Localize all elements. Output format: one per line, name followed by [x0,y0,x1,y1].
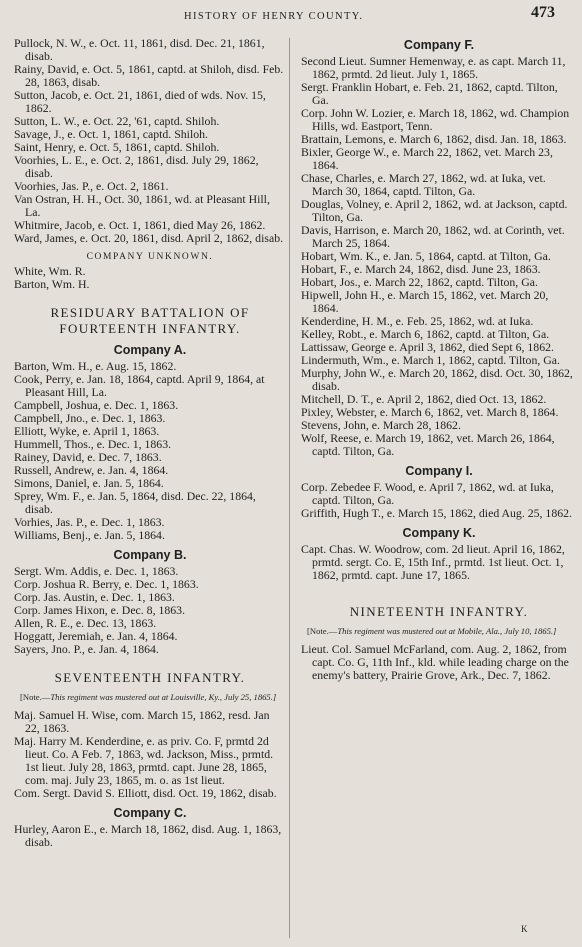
company-k-heading: Company K. [402,526,476,540]
roster-entry: Hipwell, John H., e. March 15, 1862, vet. March 20, 1864. [301,288,549,315]
company-f-heading: Company F. [403,38,475,52]
roster-entry: Simons, Daniel, e. Jan. 5, 1864. [14,476,164,490]
roster-entry: Pullock, N. W., e. Oct. 11, 1861, disd. Dec. 21, 1861, disab. [14,36,265,63]
note-text: This regiment was mustered out at Louisville, Ky., July 25, 1865.] [50,692,277,702]
column-divider [289,38,290,938]
entry-list [14,565,286,656]
company-a-heading: Company A. [113,343,187,357]
entry-list [301,481,577,520]
roster-entry: Barton, Wm. H., e. Aug. 15, 1862. [14,359,177,373]
roster-entry: Griffith, Hugh T., e. March 15, 1862, died Aug. 25, 1862. [301,506,572,520]
roster-entry: Ward, James, e. Oct. 20, 1861, disd. April 2, 1862, disab. [14,231,284,245]
roster-entry: Vorhies, Jas. P., e. Dec. 1, 1863. [14,515,165,529]
roster-entry: Campbell, Jno., e. Dec. 1, 1863. [14,411,166,425]
roster-entry: Sayers, Jno. P., e. Jan. 4, 1864. [14,642,159,656]
roster-entry: Com. Sergt. David S. Elliott, disd. Oct. 19, 1862, disab. [14,786,277,800]
roster-entry: Allen, R. E., e. Dec. 13, 1863. [14,616,157,630]
roster-entry: Corp. Joshua R. Berry, e. Dec. 1, 1863. [14,577,199,591]
note-text: This regiment was mustered out at Mobile, Ala., July 10, 1865.] [337,626,557,636]
left-column [14,37,286,849]
page-number: 473 [531,4,555,21]
roster-entry: Hobart, Jos., e. March 22, 1862, captd. Tilton, Ga. [301,275,538,289]
seventeenth-infantry-title: SEVENTEENTH INFANTRY. [54,670,246,685]
roster-entry: Lindermuth, Wm., e. March 1, 1862, captd. Tilton, Ga. [301,353,560,367]
roster-entry: Corp. Zebedee F. Wood, e. April 7, 1862, wd. at Iuka, captd. Tilton, Ga. [301,480,554,507]
roster-entry: Rainey, David, e. Dec. 7, 1863. [14,450,162,464]
roster-entry: Saint, Henry, e. Oct. 5, 1861, captd. Shiloh. [14,140,220,154]
roster-entry: Rainy, David, e. Oct. 5, 1861, captd. at Shiloh, disd. Feb. 28, 1863, disab. [14,62,284,89]
nineteenth-infantry-title: NINETEENTH INFANTRY. [349,604,529,619]
roster-entry: Brattain, Lemons, e. March 6, 1862, disd. Jan. 18, 1863. [301,132,567,146]
roster-entry: Elliott, Wyke, e. April 1, 1863. [14,424,160,438]
roster-entry: Davis, Harrison, e. March 20, 1862, wd. at Corinth, vet. March 25, 1864. [301,223,565,250]
roster-entry: Hoggatt, Jeremiah, e. Jan. 4, 1864. [14,629,178,643]
roster-entry: Barton, Wm. H. [14,277,90,291]
roster-entry: Stevens, John, e. March 28, 1862. [301,418,461,432]
roster-entry: Hobart, F., e. March 24, 1862, disd. June 23, 1863. [301,262,541,276]
roster-entry: Hummell, Thos., e. Dec. 1, 1863. [14,437,172,451]
roster-entry: Corp. Jas. Austin, e. Dec. 1, 1863. [14,590,175,604]
roster-entry: Voorhies, Jas. P., e. Oct. 2, 1861. [14,179,169,193]
roster-entry: Corp. James Hixon, e. Dec. 8, 1863. [14,603,186,617]
roster-entry: Hurley, Aaron E., e. March 18, 1862, disd. Aug. 1, 1863, disab. [14,822,282,849]
roster-entry: White, Wm. R. [14,264,86,278]
roster-entry: Voorhies, L. E., e. Oct. 2, 1861, disd. July 29, 1862, disab. [14,153,259,180]
roster-entry: Maj. Samuel H. Wise, com. March 15, 1862, resd. Jan 22, 1863. [14,708,270,735]
entry-list [14,37,286,245]
roster-entry: Sutton, Jacob, e. Oct. 21, 1861, died of wds. Nov. 15, 1862. [14,88,266,115]
entry-list [301,643,577,682]
roster-entry: Sutton, L. W., e. Oct. 22, '61, captd. Shiloh. [14,114,220,128]
roster-entry: Capt. Chas. W. Woodrow, com. 2d lieut. April 16, 1862, prmtd. sergt. Co. E, 15th Inf., prmtd. 1st lieut. Oct. 1, 1862, prmtd. capt. June 17, 1865. [301,542,565,582]
page-header [0,0,582,30]
running-title: HISTORY OF HENRY COUNTY. [184,11,364,22]
entry-list [14,360,286,542]
roster-entry: Cook, Perry, e. Jan. 18, 1864, captd. April 9, 1864, at Pleasant Hill, La. [14,372,265,399]
roster-entry: Second Lieut. Sumner Hemenway, e. as capt. March 11, 1862, prmtd. 2d lieut. July 1, 1865. [301,54,566,81]
entry-list [14,823,286,849]
roster-entry: Pixley, Webster, e. March 6, 1862, vet. March 8, 1864. [301,405,559,419]
residuary-battalion-title: RESIDUARY BATTALION OF FOURTEENTH INFANTRY. [50,305,250,336]
regiment-note [14,692,286,703]
roster-entry: Corp. John W. Lozier, e. March 18, 1862, wd. Champion Hills, wd. Eastport, Tenn. [301,106,570,133]
roster-entry: Wolf, Reese, e. March 19, 1862, vet. March 26, 1864, captd. Tilton, Ga. [301,431,555,458]
roster-entry: Russell, Andrew, e. Jan. 4, 1864. [14,463,169,477]
right-column [301,37,577,682]
roster-entry: Lattissaw, George e. April 3, 1862, died Sept 6, 1862. [301,340,554,354]
roster-entry: Lieut. Col. Samuel McFarland, com. Aug. 2, 1862, from capt. Co. G, 11th Inf., kld. while leading charge on the enemy's battery, Prairie Grove, Ark., Dec. 7, 1862. [301,642,569,682]
roster-entry: Whitmire, Jacob, e. Oct. 1, 1861, died May 26, 1862. [14,218,266,232]
company-c-heading: Company C. [113,806,187,820]
roster-entry: Van Ostran, H. H., Oct. 30, 1861, wd. at Pleasant Hill, La. [14,192,270,219]
company-b-heading: Company B. [113,548,187,562]
company-unknown-heading: COMPANY UNKNOWN. [86,252,214,262]
roster-entry: Hobart, Wm. K., e. Jan. 5, 1864, captd. at Tilton, Ga. [301,249,551,263]
roster-entry: Savage, J., e. Oct. 1, 1861, captd. Shiloh. [14,127,208,141]
note-label: [Note.— [307,626,338,636]
roster-entry: Sprey, Wm. F., e. Jan. 5, 1864, disd. Dec. 22, 1864, disab. [14,489,256,516]
roster-entry: Kelley, Robt., e. March 6, 1862, captd. at Tilton, Ga. [301,327,550,341]
roster-entry: Sergt. Wm. Addis, e. Dec. 1, 1863. [14,564,179,578]
entry-list [14,709,286,800]
entry-list [301,55,577,458]
roster-entry: Murphy, John W., e. March 20, 1862, disd. Oct. 30, 1862, disab. [301,366,573,393]
roster-entry: Williams, Benj., e. Jan. 5, 1864. [14,528,165,542]
company-i-heading: Company I. [405,464,473,478]
roster-entry: Kenderdine, H. M., e. Feb. 25, 1862, wd. at Iuka. [301,314,534,328]
note-label: [Note.— [20,692,51,702]
roster-entry: Maj. Harry M. Kenderdine, e. as priv. Co. F, prmtd 2d lieut. Co. A Feb. 7, 1863, wd. Jackson, Miss., prmtd. 1st lieut. July 28, 1863, prmtd. capt. June 28, 1865, com. maj. July 23, 1865, m. o. as 1st lieut. [14,734,274,787]
roster-entry: Douglas, Volney, e. April 2, 1862, wd. at Jackson, captd. Tilton, Ga. [301,197,568,224]
roster-entry: Sergt. Franklin Hobart, e. Feb. 21, 1862, captd. Tilton, Ga. [301,80,558,107]
roster-entry: Mitchell, D. T., e. April 2, 1862, died Oct. 13, 1862. [301,392,547,406]
roster-entry: Chase, Charles, e. March 27, 1862, wd. at Iuka, vet. March 30, 1864, captd. Tilton, Ga. [301,171,546,198]
regiment-note [301,626,577,637]
signature-mark: K [521,924,528,934]
entry-list [14,265,286,291]
entry-list [301,543,577,582]
roster-entry: Bixler, George W., e. March 22, 1862, vet. March 23, 1864. [301,145,553,172]
roster-entry: Campbell, Joshua, e. Dec. 1, 1863. [14,398,179,412]
